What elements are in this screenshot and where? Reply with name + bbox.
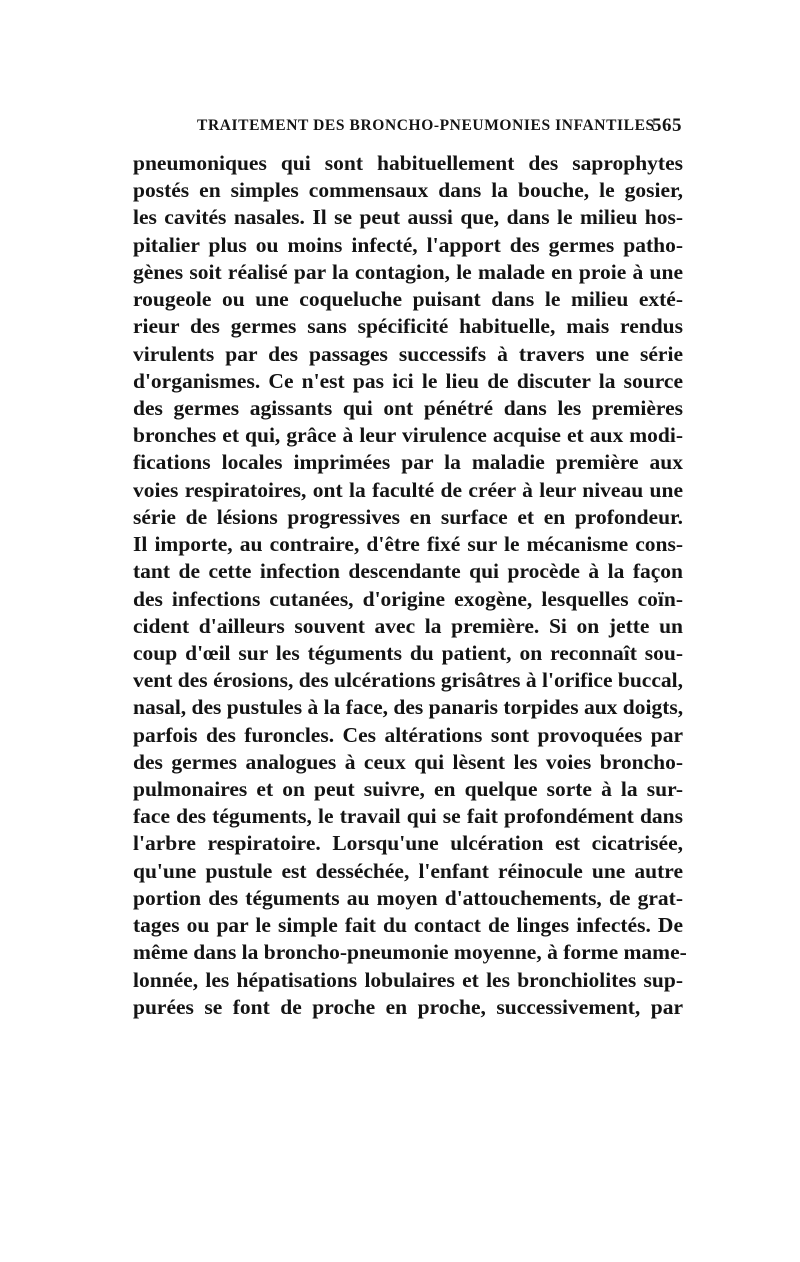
text-line: gènes soit réalisé par la contagion, le malade en proie à une [133, 259, 683, 284]
text-line: l'arbre respiratoire. Lorsqu'une ulcération est cicatrisée, [133, 831, 683, 856]
text-line: pulmonaires et on peut suivre, en quelque sorte à la sur- [133, 777, 683, 802]
text-line: série de lésions progressives en surface et en profondeur. [133, 504, 683, 529]
text-line: lonnée, les hépatisations lobulaires et les bronchiolites sup- [133, 967, 683, 992]
text-line: tages ou par le simple fait du contact de linges infectés. De [133, 913, 683, 938]
text-line: rougeole ou une coqueluche puisant dans le milieu exté- [133, 287, 683, 312]
text-line: des infections cutanées, d'origine exogène, lesquelles coïn- [133, 586, 683, 611]
text-line: coup d'œil sur les téguments du patient, on reconnaît sou- [133, 640, 683, 665]
text-line: vent des érosions, des ulcérations grisâtres à l'orifice buccal, [133, 668, 683, 693]
running-head [134, 115, 682, 141]
text-line: des germes agissants qui ont pénétré dans les premières [133, 395, 683, 420]
text-line: purées se font de proche en proche, successivement, par [133, 994, 683, 1019]
text-line: tant de cette infection descendante qui procède à la façon [133, 559, 683, 584]
text-line: pitalier plus ou moins infecté, l'apport des germes patho- [133, 232, 683, 257]
text-line: voies respiratoires, ont la faculté de créer à leur niveau une [133, 477, 683, 502]
text-line: les cavités nasales. Il se peut aussi que, dans le milieu hos- [133, 205, 683, 230]
text-line: fications locales imprimées par la maladie première aux [133, 450, 683, 475]
text-line: rieur des germes sans spécificité habituelle, mais rendus [133, 314, 683, 339]
page-number: 565 [652, 115, 682, 136]
text-line: parfois des furoncles. Ces altérations sont provoquées par [133, 722, 683, 747]
text-line: d'organismes. Ce n'est pas ici le lieu de discuter la source [133, 368, 683, 393]
text-line: postés en simples commensaux dans la bouche, le gosier, [133, 178, 683, 203]
text-line: nasal, des pustules à la face, des panaris torpides aux doigts, [133, 695, 684, 720]
text-line: bronches et qui, grâce à leur virulence acquise et aux modi- [133, 423, 683, 448]
text-line: des germes analogues à ceux qui lèsent les voies broncho- [133, 749, 683, 774]
body-paragraph [133, 150, 687, 1021]
text-line: face des téguments, le travail qui se fait profondément dans [133, 804, 683, 829]
text-line: même dans la broncho-pneumonie moyenne, à forme mame- [133, 940, 687, 965]
running-title: TRAITEMENT DES BRONCHO-PNEUMONIES INFANTILES [197, 117, 655, 134]
text-line: pneumoniques qui sont habituellement des saprophytes [133, 151, 683, 175]
text-line: cident d'ailleurs souvent avec la première. Si on jette un [133, 613, 683, 638]
text-line: qu'une pustule est desséchée, l'enfant réinocule une autre [133, 858, 683, 883]
text-line: portion des téguments au moyen d'attouchements, de grat- [133, 885, 683, 910]
text-line: virulents par des passages successifs à travers une série [133, 341, 683, 366]
text-line: Il importe, au contraire, d'être fixé sur le mécanisme cons- [133, 532, 683, 557]
